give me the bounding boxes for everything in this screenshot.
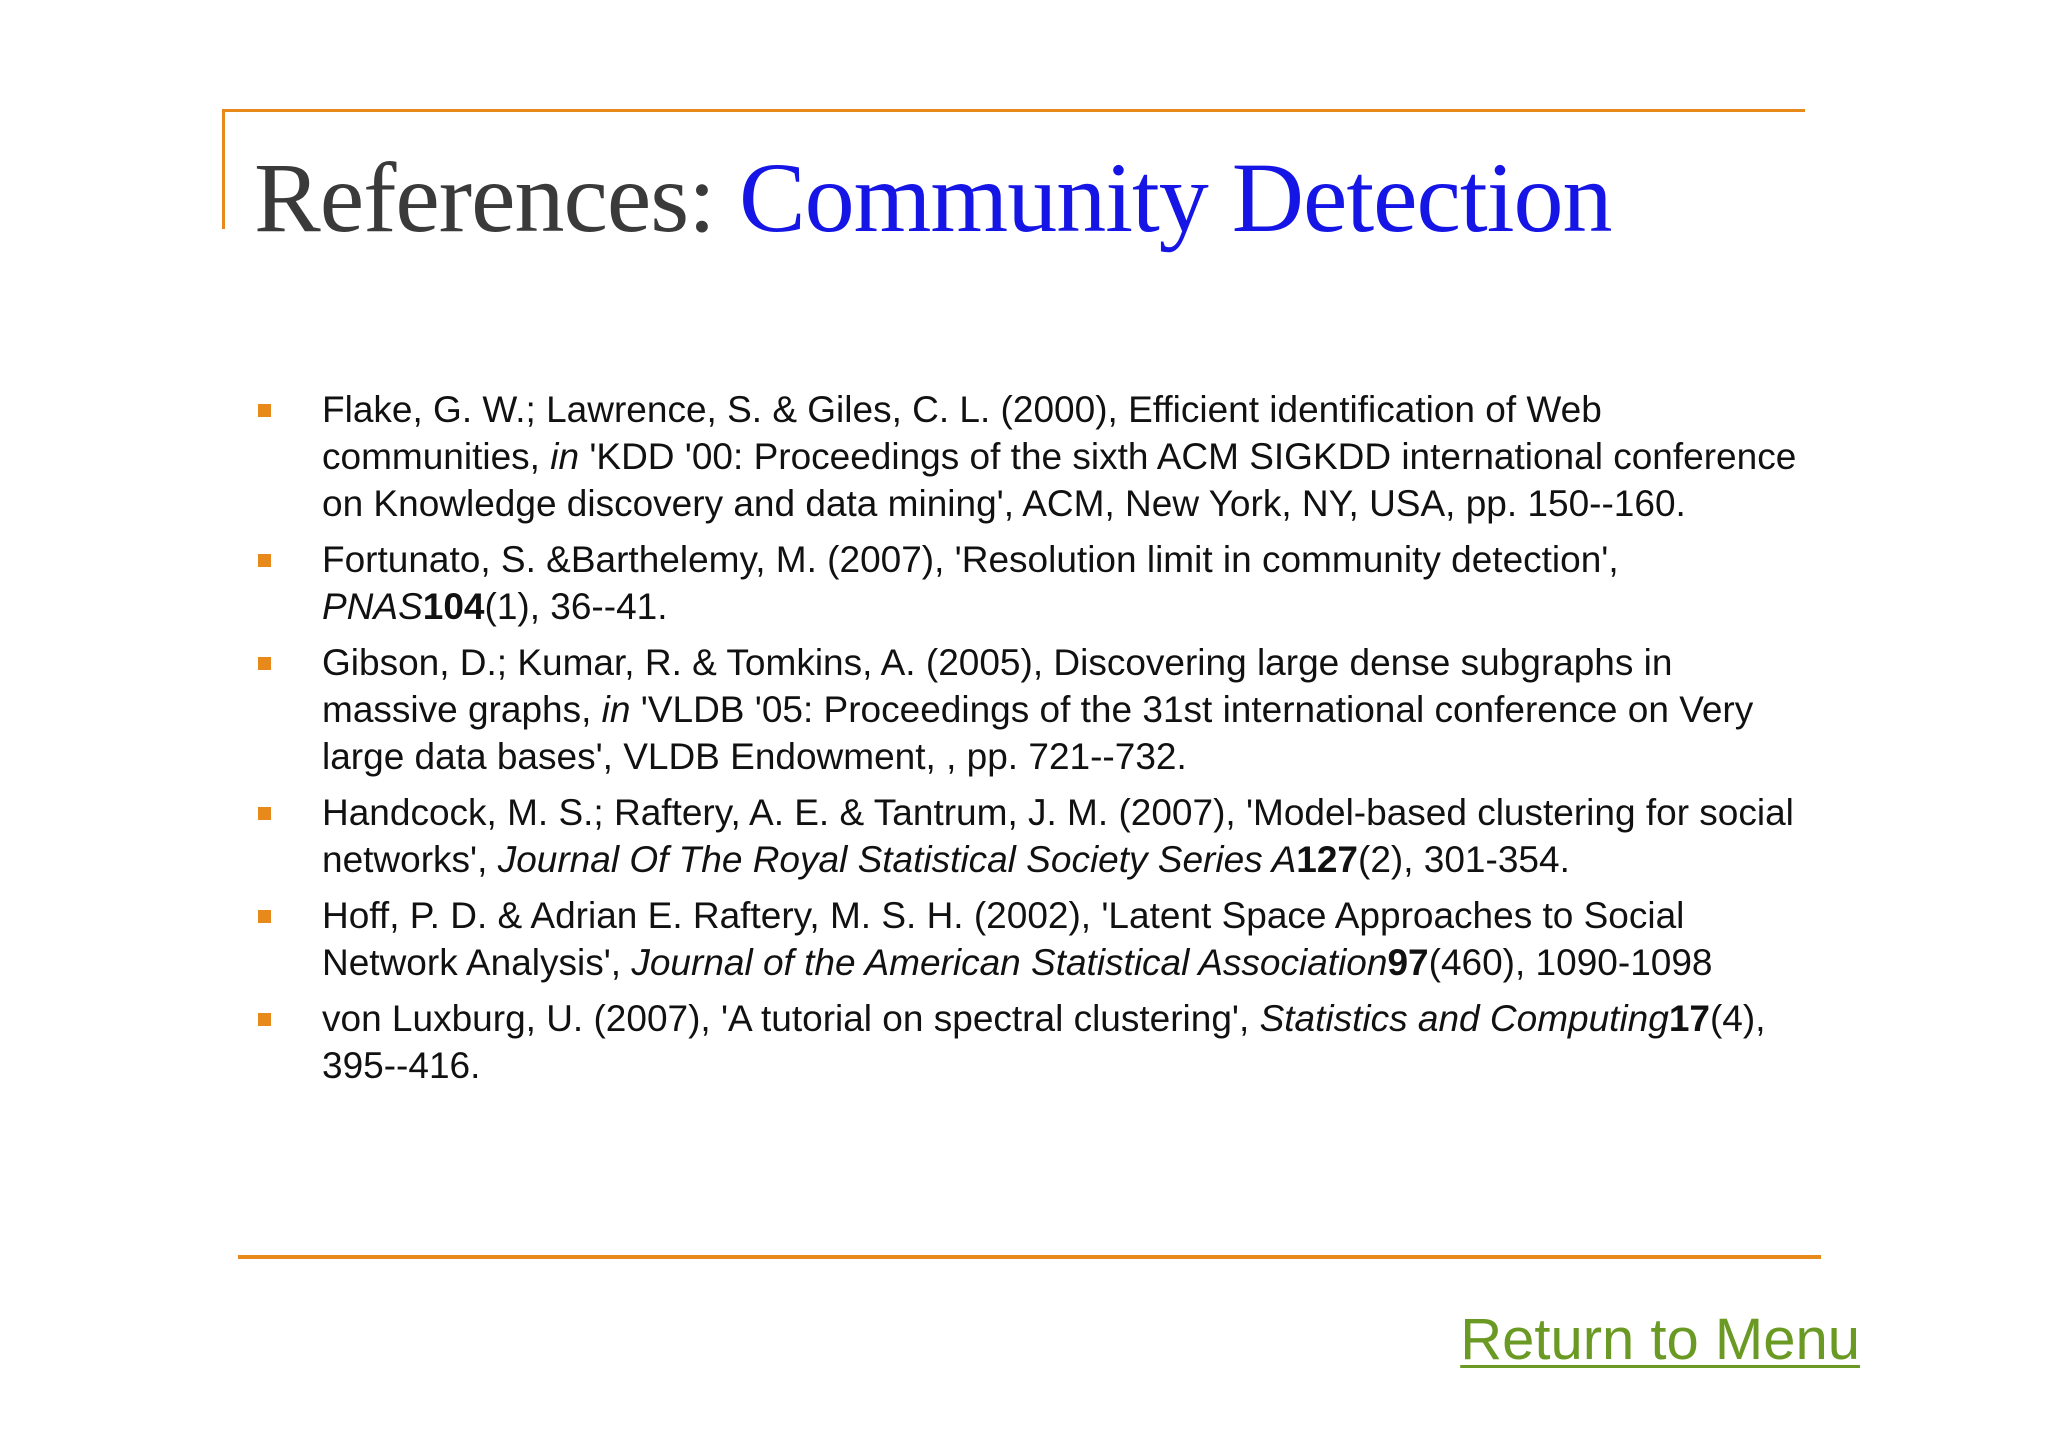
reference-text: (2), 301-354.	[1358, 839, 1570, 880]
reference-journal: Journal Of The Royal Statistical Society Series A	[497, 839, 1297, 880]
reference-text: 'VLDB '05: Proceedings of the 31st international conference on Very large data bases', VLDB Endowment, , pp. 721--732.	[322, 689, 1754, 777]
top-frame-rule	[222, 109, 1805, 112]
square-bullet-icon	[258, 404, 271, 417]
reference-text: (1), 36--41.	[484, 586, 668, 627]
reference-item	[254, 995, 1814, 1089]
reference-journal: Statistics and Computing	[1259, 998, 1669, 1039]
reference-journal: PNAS	[322, 586, 423, 627]
square-bullet-icon	[258, 554, 271, 567]
square-bullet-icon	[258, 910, 271, 923]
reference-volume: 17	[1668, 998, 1710, 1039]
reference-item	[254, 789, 1814, 883]
reference-text: Flake, G. W.; Lawrence, S. & Giles, C. L. (2000), Efficient identification of Web communities,	[322, 389, 1602, 477]
references-list	[254, 386, 1814, 1098]
square-bullet-icon	[258, 1013, 271, 1026]
reference-text: Hoff, P. D. & Adrian E. Raftery, M. S. H. (2002), 'Latent Space Approaches to Social Network Analysis',	[322, 895, 1685, 983]
reference-journal: Journal of the American Statistical Association	[631, 942, 1388, 983]
reference-item	[254, 536, 1814, 630]
square-bullet-icon	[258, 657, 271, 670]
reference-volume: 97	[1387, 942, 1429, 983]
reference-item	[254, 892, 1814, 986]
left-frame-tick	[222, 109, 225, 229]
reference-italic: in	[601, 689, 631, 730]
reference-text: 'KDD '00: Proceedings of the sixth ACM SIGKDD international conference on Knowledge discovery and data mining', ACM, New York, NY, USA, pp. 150--160.	[322, 436, 1797, 524]
slide-title-accent: Community Detection	[738, 142, 1612, 253]
reference-text: (4), 395--416.	[322, 998, 1766, 1086]
reference-text: Fortunato, S. &Barthelemy, M. (2007), 'Resolution limit in community detection',	[322, 539, 1619, 580]
reference-text: von Luxburg, U. (2007), 'A tutorial on spectral clustering',	[322, 998, 1260, 1039]
return-to-menu-link[interactable]: Return to Menu	[1460, 1307, 1860, 1372]
reference-italic: in	[550, 436, 580, 477]
square-bullet-icon	[258, 807, 271, 820]
reference-volume: 104	[422, 586, 485, 627]
reference-volume: 127	[1296, 839, 1358, 880]
slide-title-lead: References:	[254, 142, 739, 253]
reference-text: (460), 1090-1098	[1428, 942, 1713, 983]
slide-title	[254, 138, 1612, 258]
bottom-frame-rule	[238, 1255, 1821, 1259]
reference-text: Gibson, D.; Kumar, R. & Tomkins, A. (2005), Discovering large dense subgraphs in massive graphs,	[322, 642, 1673, 730]
reference-item	[254, 386, 1814, 527]
reference-text: Handcock, M. S.; Raftery, A. E. & Tantrum, J. M. (2007), 'Model-based clustering for social networks',	[322, 792, 1794, 880]
reference-item	[254, 639, 1814, 780]
